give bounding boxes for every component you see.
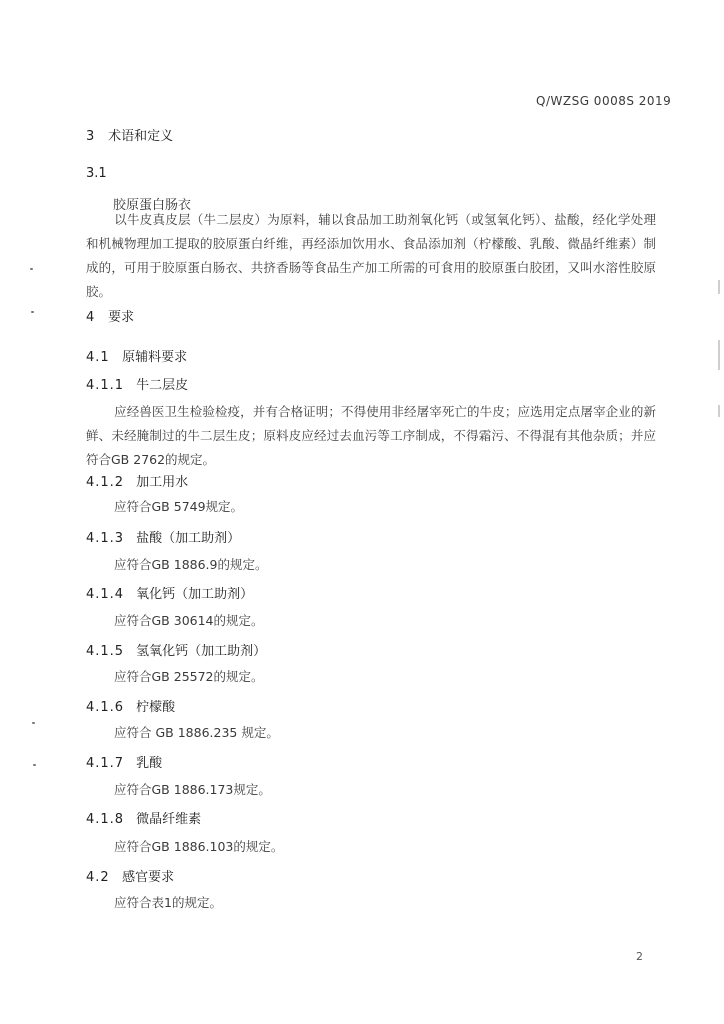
paragraph-text: 应经兽医卫生检验检疫，并有合格证明；不得使用非经屠宰死亡的牛皮；应选用定点屠宰企业的新鲜、未经腌制过的牛二层生皮；原料皮应经过去血污等工序制成，不得霜污、不得混有其他杂质；并应符合GB 2762的规定。 [86,404,656,467]
section-title: 微晶纤维素 [136,812,202,827]
term-definition [86,208,656,304]
section-4-1-heading [86,346,187,365]
section-4-1-7-heading [86,752,162,771]
section-number: 4.1.4 [86,587,125,602]
section-4-1-2-heading [86,471,188,490]
section-title: 感官要求 [122,870,175,885]
scan-edge-mark [718,405,720,417]
section-number: 4.1.6 [86,700,125,715]
scan-edge-mark [718,340,720,370]
document-code: Q/WZSG 0008S 2019 [536,94,672,108]
section-4-1-6-heading [86,696,175,715]
section-4-1-1-heading [86,374,188,393]
section-4-1-3-text: 应符合GB 1886.9的规定。 [114,557,268,572]
scan-speck [30,268,33,270]
scan-edge-mark [718,280,720,294]
scan-speck [31,311,34,313]
section-4-2-heading [86,866,174,885]
section-number: 4.1.5 [86,644,125,659]
section-number: 3 [86,129,95,144]
section-4-1-8-heading [86,808,201,827]
section-number: 4.1.7 [86,756,125,771]
section-4-1-5-text: 应符合GB 25572的规定。 [114,669,264,684]
section-4-1-3-heading [86,527,240,546]
section-title: 原辅料要求 [122,350,188,365]
section-number: 3.1 [86,166,107,181]
section-4-1-2-text: 应符合GB 5749规定。 [114,499,244,514]
section-title: 术语和定义 [108,129,174,144]
definition-text: 以牛皮真皮层（牛二层皮）为原料，辅以食品加工助剂氧化钙（或氢氧化钙）、盐酸，经化学处理和机械物理加工提取的胶原蛋白纤维，再经添加饮用水、食品添加剂（柠檬酸、乳酸、微晶纤维素）制成的，可用于胶原蛋白肠衣、共挤香肠等食品生产加工所需的可食用的胶原蛋白胶团，又叫水溶性胶原胶。 [86,212,656,299]
scan-speck [32,722,35,724]
section-number: 4.2 [86,870,110,885]
section-title: 牛二层皮 [136,378,189,393]
section-4-1-6-text: 应符合 GB 1886.235 规定。 [114,725,279,740]
section-number: 4.1.2 [86,475,125,490]
section-title: 加工用水 [136,475,189,490]
section-4-1-4-text: 应符合GB 30614的规定。 [114,613,264,628]
section-4-1-1-text [86,400,656,472]
section-number: 4.1.1 [86,378,125,393]
section-title: 乳酸 [136,756,163,771]
section-title: 盐酸（加工助剂） [136,531,241,546]
section-4-1-8-text: 应符合GB 1886.103的规定。 [114,839,284,854]
page-number: 2 [636,950,643,963]
section-title: 柠檬酸 [136,700,176,715]
scan-speck [33,764,36,766]
section-title: 要求 [108,310,135,325]
section-3-1-heading [86,166,107,181]
section-4-1-7-text: 应符合GB 1886.173规定。 [114,782,271,797]
section-number: 4.1 [86,350,110,365]
section-3-heading [86,125,173,144]
section-4-1-5-heading [86,640,266,659]
section-title: 氢氧化钙（加工助剂） [136,644,267,659]
term-title: 胶原蛋白肠衣 [113,198,192,213]
section-number: 4 [86,310,95,325]
section-4-heading [86,306,134,325]
section-number: 4.1.3 [86,531,125,546]
section-title: 氧化钙（加工助剂） [136,587,254,602]
section-4-1-4-heading [86,583,253,602]
section-4-2-text: 应符合表1的规定。 [114,895,222,910]
section-number: 4.1.8 [86,812,125,827]
